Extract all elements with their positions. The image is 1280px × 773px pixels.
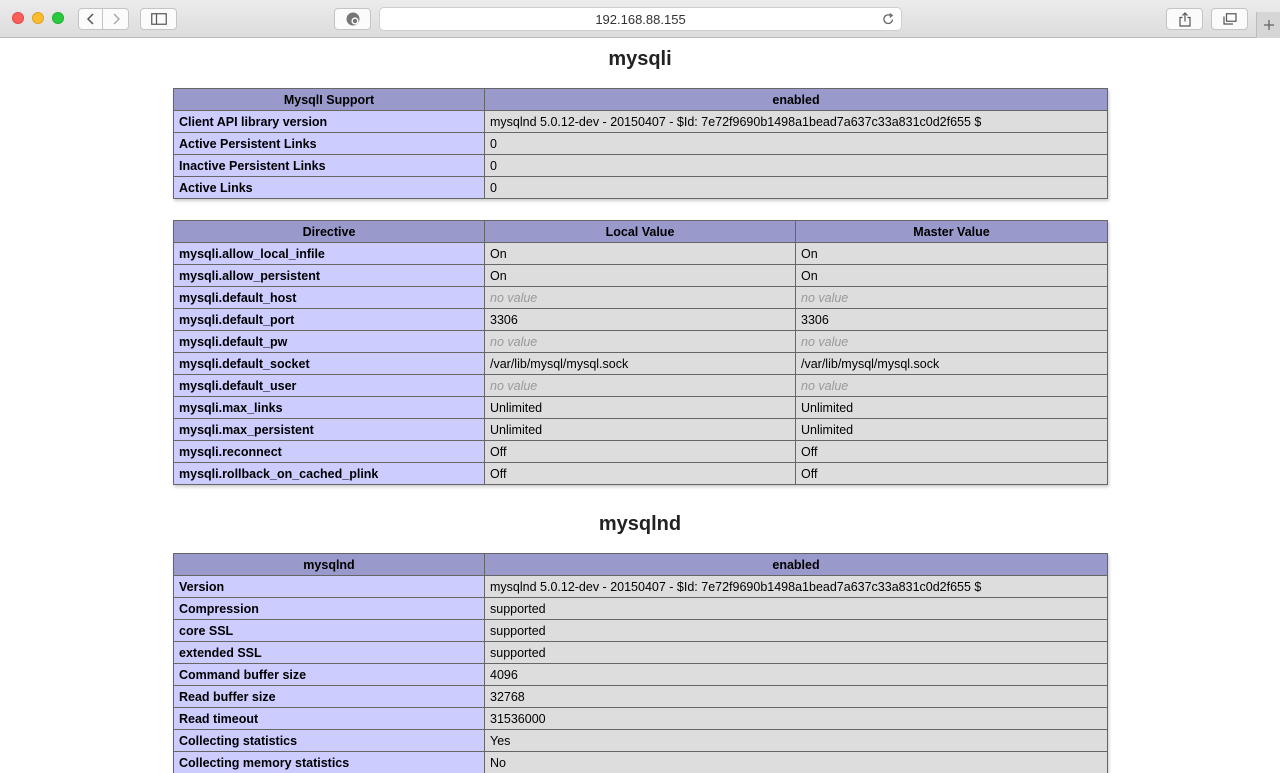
- row-label: Active Links: [174, 177, 485, 199]
- privacy-report-button[interactable]: [334, 8, 371, 30]
- table-row: [174, 730, 1108, 752]
- row-value: /var/lib/mysql/mysql.sock: [485, 353, 796, 375]
- row-value: Unlimited: [796, 397, 1108, 419]
- mysqlnd-table: [173, 553, 1108, 773]
- new-tab-button[interactable]: [1256, 12, 1280, 38]
- mysqli-support-table: [173, 88, 1108, 199]
- row-label: mysqli.default_port: [174, 309, 485, 331]
- row-value: On: [485, 243, 796, 265]
- row-label: Inactive Persistent Links: [174, 155, 485, 177]
- url-text: 192.168.88.155: [595, 12, 686, 27]
- table-row: [174, 576, 1108, 598]
- no-value-text: no value: [801, 378, 849, 393]
- row-value: [796, 375, 1108, 397]
- row-value: Off: [485, 463, 796, 485]
- row-value: On: [796, 265, 1108, 287]
- row-value: 0: [485, 155, 1108, 177]
- share-button[interactable]: [1166, 8, 1203, 30]
- column-header: MysqlI Support: [174, 89, 485, 111]
- row-value: Off: [485, 441, 796, 463]
- table-header-row: [174, 554, 1108, 576]
- row-value: supported: [485, 620, 1108, 642]
- row-label: Read buffer size: [174, 686, 485, 708]
- row-value: 3306: [796, 309, 1108, 331]
- row-label: mysqli.max_persistent: [174, 419, 485, 441]
- row-value: 4096: [485, 664, 1108, 686]
- row-value: 32768: [485, 686, 1108, 708]
- row-value: [485, 287, 796, 309]
- row-label: mysqli.default_user: [174, 375, 485, 397]
- tabs-icon: [1223, 13, 1237, 25]
- minimize-window-button[interactable]: [32, 12, 44, 24]
- table-row: [174, 243, 1108, 265]
- row-value: [796, 287, 1108, 309]
- column-header: Master Value: [796, 221, 1108, 243]
- row-value: [485, 331, 796, 353]
- row-value: Unlimited: [485, 397, 796, 419]
- sidebar-button[interactable]: [140, 8, 177, 30]
- mysqlnd-section-title: mysqlnd: [598, 513, 682, 535]
- row-value: [485, 375, 796, 397]
- table-row: [174, 287, 1108, 309]
- table-row: [174, 309, 1108, 331]
- chevron-right-icon: [111, 13, 121, 25]
- row-label: mysqli.default_host: [174, 287, 485, 309]
- table-row: [174, 375, 1108, 397]
- row-label: mysqli.allow_persistent: [174, 265, 485, 287]
- row-label: Compression: [174, 598, 485, 620]
- table-row: [174, 419, 1108, 441]
- table-row: [174, 397, 1108, 419]
- row-value: 0: [485, 177, 1108, 199]
- table-row: [174, 177, 1108, 199]
- plus-icon: [1263, 19, 1275, 31]
- address-bar[interactable]: [379, 7, 902, 31]
- row-label: Collecting memory statistics: [174, 752, 485, 773]
- row-value: Off: [796, 441, 1108, 463]
- no-value-text: no value: [490, 378, 538, 393]
- table-row: [174, 331, 1108, 353]
- privacy-icon: [345, 11, 361, 27]
- mysqli-section-title: mysqli: [608, 48, 672, 70]
- row-label: mysqli.default_socket: [174, 353, 485, 375]
- row-value: supported: [485, 642, 1108, 664]
- no-value-text: no value: [490, 290, 538, 305]
- row-label: Active Persistent Links: [174, 133, 485, 155]
- column-header: enabled: [485, 554, 1108, 576]
- page-content: [0, 38, 1280, 773]
- row-label: mysqli.allow_local_infile: [174, 243, 485, 265]
- table-row: [174, 353, 1108, 375]
- row-label: Client API library version: [174, 111, 485, 133]
- zoom-window-button[interactable]: [52, 12, 64, 24]
- table-header-row: [174, 89, 1108, 111]
- table-row: [174, 155, 1108, 177]
- no-value-text: no value: [801, 334, 849, 349]
- table-row: [174, 133, 1108, 155]
- row-value: No: [485, 752, 1108, 773]
- row-label: Command buffer size: [174, 664, 485, 686]
- table-header-row: [174, 221, 1108, 243]
- row-label: Read timeout: [174, 708, 485, 730]
- browser-toolbar: [0, 0, 1280, 38]
- row-label: core SSL: [174, 620, 485, 642]
- row-value: 3306: [485, 309, 796, 331]
- row-label: mysqli.rollback_on_cached_plink: [174, 463, 485, 485]
- share-icon: [1179, 12, 1191, 27]
- column-header: enabled: [485, 89, 1108, 111]
- row-label: extended SSL: [174, 642, 485, 664]
- table-row: [174, 265, 1108, 287]
- no-value-text: no value: [801, 290, 849, 305]
- row-value: Off: [796, 463, 1108, 485]
- close-window-button[interactable]: [12, 12, 24, 24]
- row-value: 0: [485, 133, 1108, 155]
- row-label: Collecting statistics: [174, 730, 485, 752]
- row-label: Version: [174, 576, 485, 598]
- table-row: [174, 664, 1108, 686]
- row-label: mysqli.reconnect: [174, 441, 485, 463]
- table-row: [174, 752, 1108, 773]
- row-value: Unlimited: [796, 419, 1108, 441]
- column-header: Local Value: [485, 221, 796, 243]
- mysqli-directives-table: [173, 220, 1108, 485]
- column-header: mysqlnd: [174, 554, 485, 576]
- column-header: Directive: [174, 221, 485, 243]
- table-row: [174, 708, 1108, 730]
- row-value: mysqlnd 5.0.12-dev - 20150407 - $Id: 7e72f9690b1498a1bead7a637c33a831c0d2f655 $: [485, 576, 1108, 598]
- table-row: [174, 598, 1108, 620]
- table-row: [174, 686, 1108, 708]
- row-value: supported: [485, 598, 1108, 620]
- row-value: Yes: [485, 730, 1108, 752]
- back-button[interactable]: [78, 8, 103, 30]
- no-value-text: no value: [490, 334, 538, 349]
- sidebar-icon: [151, 13, 167, 25]
- forward-button[interactable]: [103, 8, 129, 30]
- row-value: 31536000: [485, 708, 1108, 730]
- row-value: /var/lib/mysql/mysql.sock: [796, 353, 1108, 375]
- row-label: mysqli.default_pw: [174, 331, 485, 353]
- tab-overview-button[interactable]: [1211, 8, 1248, 30]
- table-row: [174, 111, 1108, 133]
- row-value: [796, 331, 1108, 353]
- row-value: Unlimited: [485, 419, 796, 441]
- table-row: [174, 441, 1108, 463]
- row-value: On: [796, 243, 1108, 265]
- reload-icon[interactable]: [882, 12, 895, 26]
- row-value: mysqlnd 5.0.12-dev - 20150407 - $Id: 7e72f9690b1498a1bead7a637c33a831c0d2f655 $: [485, 111, 1108, 133]
- row-label: mysqli.max_links: [174, 397, 485, 419]
- table-row: [174, 642, 1108, 664]
- table-row: [174, 463, 1108, 485]
- chevron-left-icon: [86, 13, 96, 25]
- table-row: [174, 620, 1108, 642]
- row-value: On: [485, 265, 796, 287]
